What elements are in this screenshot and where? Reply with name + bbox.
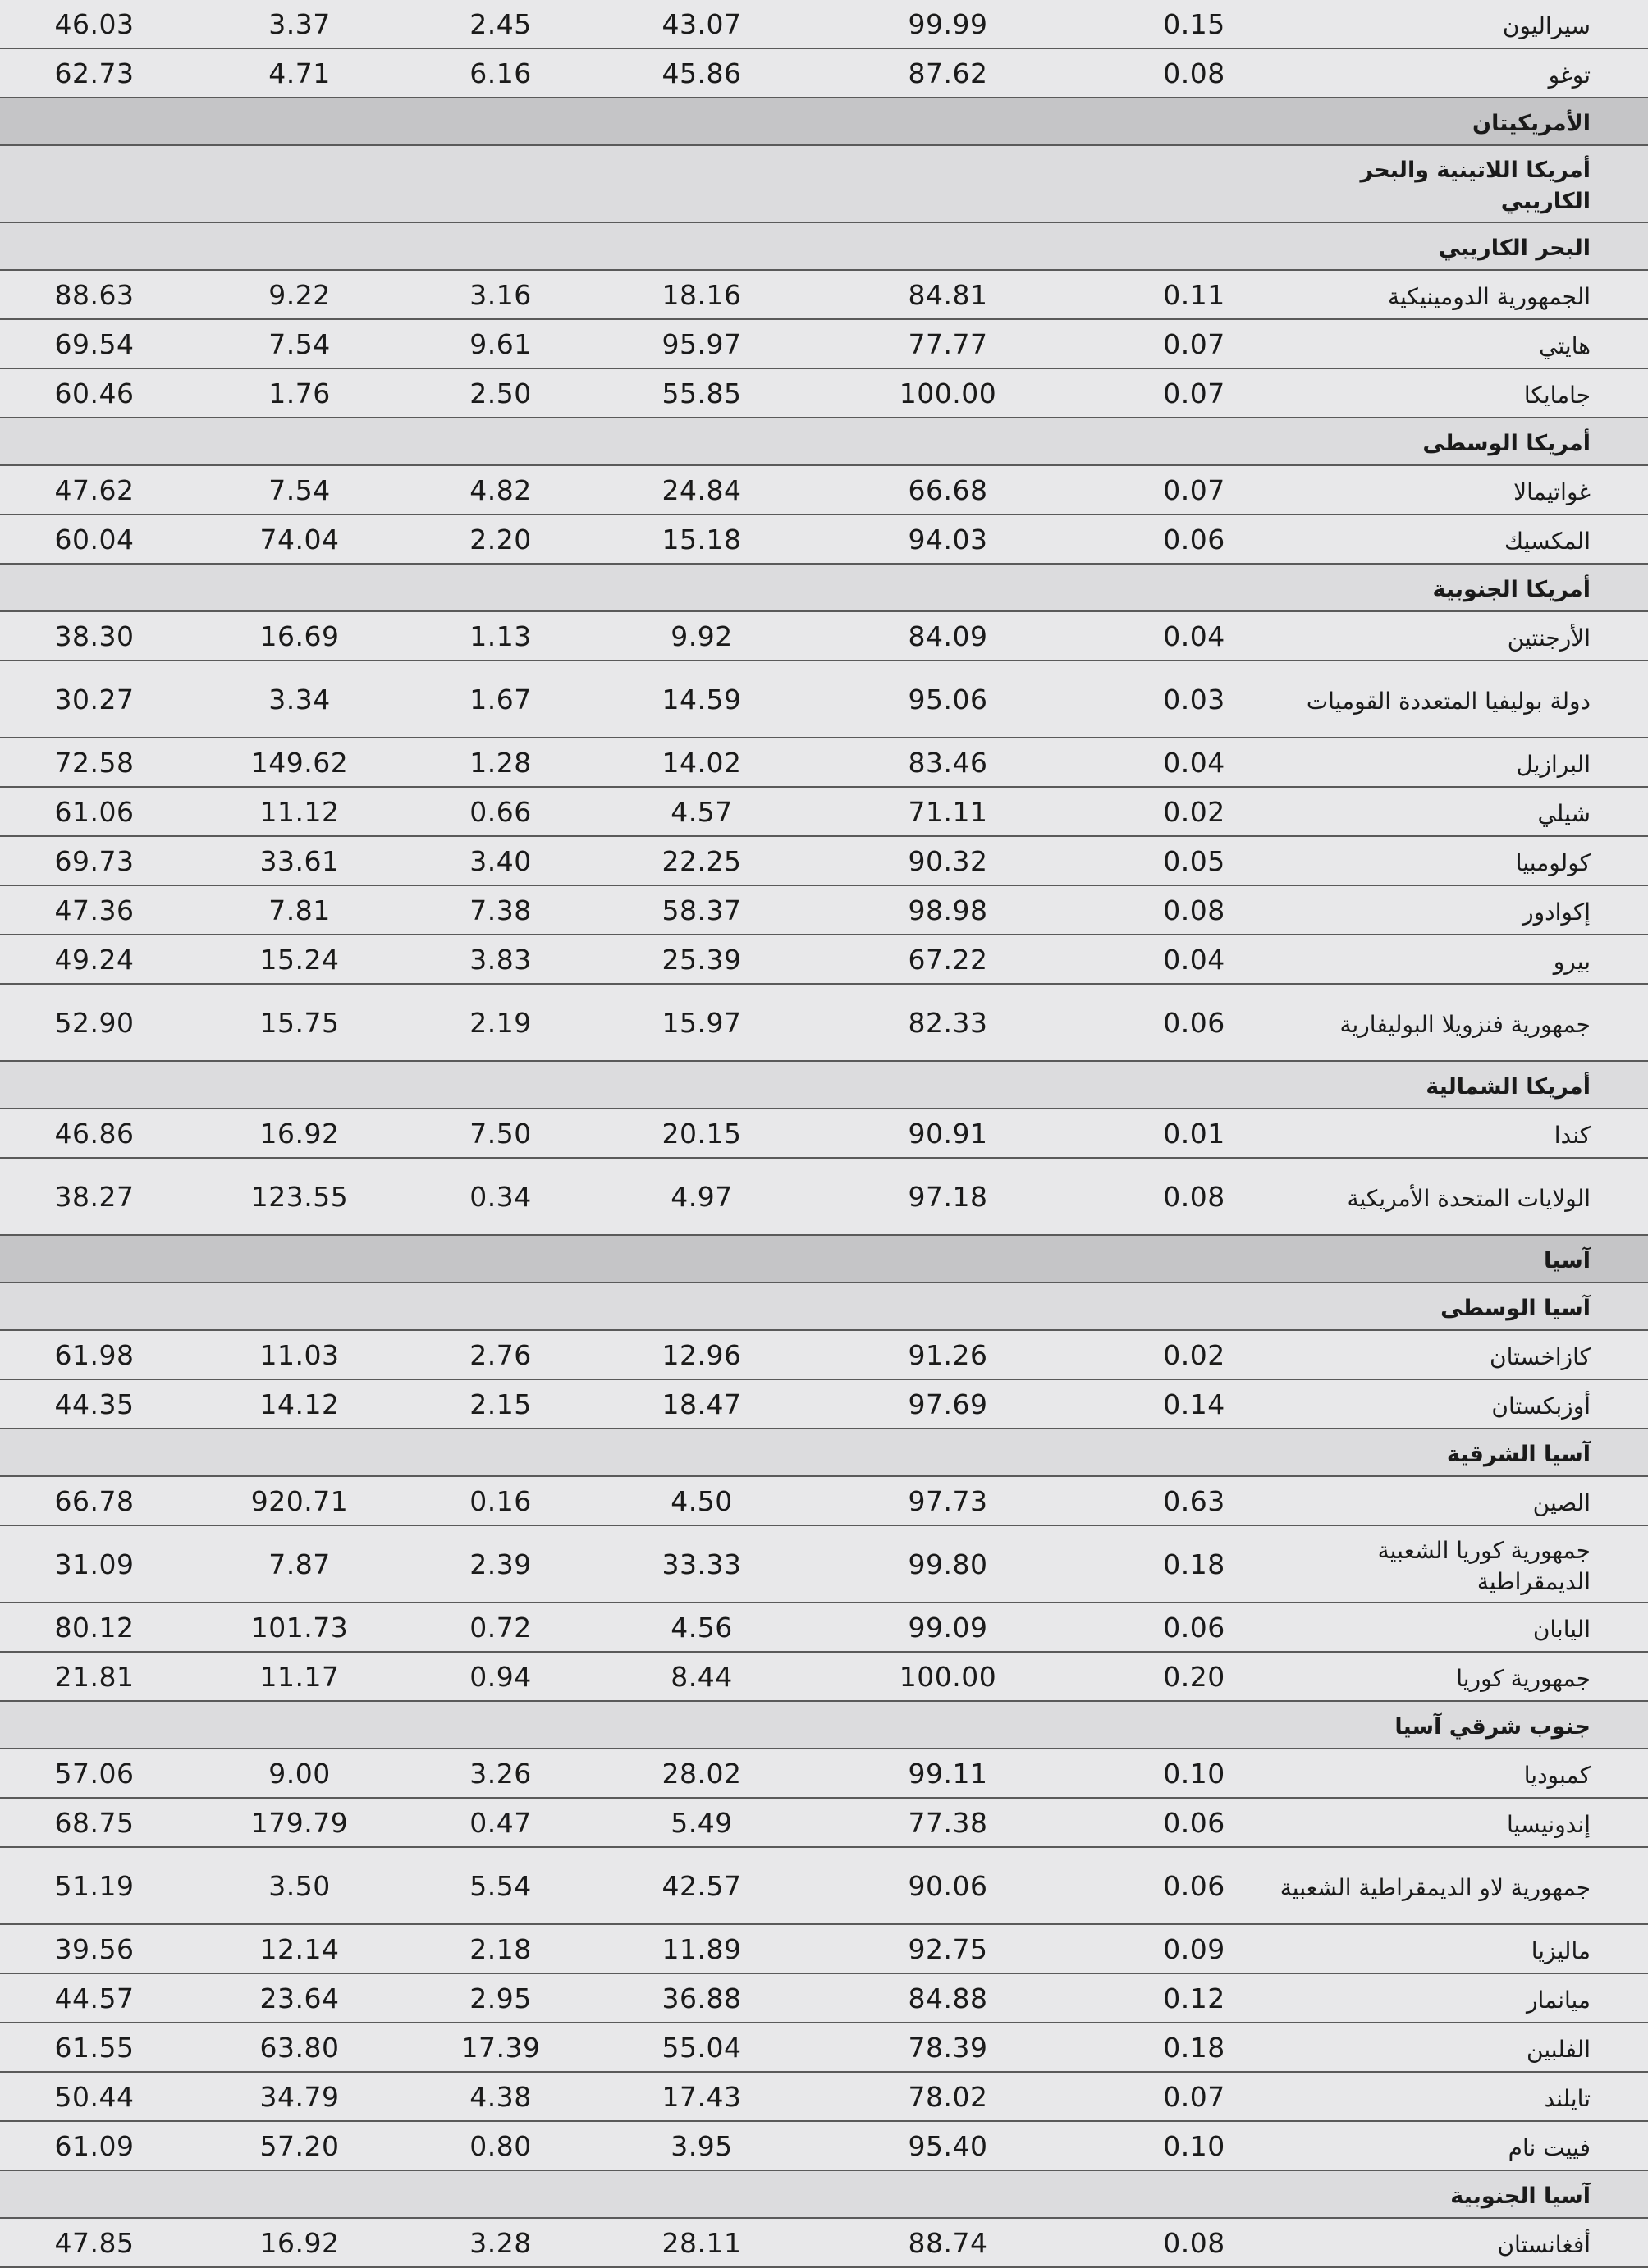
value-cell-col1: 0.63 <box>1163 1484 1225 1517</box>
value-cell-col4: 5.54 <box>469 1869 532 1902</box>
value-cell-col4: 3.16 <box>469 278 532 311</box>
country-name: ماليزيا <box>1531 1937 1591 1964</box>
value-cell-col6: 60.46 <box>54 377 135 409</box>
value-cell-col2: 78.02 <box>908 2080 988 2113</box>
value-cell-col1: 0.08 <box>1163 1180 1225 1213</box>
value-cell-col2: 99.80 <box>908 1548 988 1580</box>
value-cell-col3: 18.16 <box>661 278 742 311</box>
value-cell-col4: 0.72 <box>469 1611 532 1644</box>
value-cell-col6: 72.58 <box>54 746 135 779</box>
value-cell-col2: 84.81 <box>908 278 988 311</box>
value-cell-col6: 80.12 <box>54 1611 135 1644</box>
country-name: إكوادور <box>1522 899 1591 926</box>
country-name: جمهورية لاو الديمقراطية الشعبية <box>1279 1874 1591 1901</box>
table-row <box>0 1526 1648 1603</box>
table-row <box>0 515 1648 565</box>
value-cell-col1: 0.07 <box>1163 377 1225 409</box>
value-cell-col6: 61.06 <box>54 795 135 828</box>
value-cell-col1: 0.07 <box>1163 327 1225 360</box>
value-cell-col2: 83.46 <box>908 746 988 779</box>
table-row <box>0 985 1648 1062</box>
value-cell-col3: 22.25 <box>661 844 742 877</box>
value-cell-col1: 0.08 <box>1163 894 1225 926</box>
value-cell-col6: 46.03 <box>54 7 135 40</box>
value-cell-col3: 11.89 <box>661 1932 742 1965</box>
value-cell-col6: 21.81 <box>54 1660 135 1693</box>
table-row <box>0 1477 1648 1526</box>
country-name: توغو <box>1548 62 1591 89</box>
value-cell-col2: 84.88 <box>908 1982 988 2014</box>
value-cell-col1: 0.07 <box>1163 2080 1225 2113</box>
value-cell-col4: 0.80 <box>469 2129 532 2162</box>
value-cell-col6: 31.09 <box>54 1548 135 1580</box>
value-cell-col6: 68.75 <box>54 1806 135 1839</box>
country-name: أوزبكستان <box>1491 1392 1591 1420</box>
value-cell-col3: 95.97 <box>661 327 742 360</box>
value-cell-col4: 4.82 <box>469 473 532 506</box>
value-cell-col5: 34.79 <box>259 2080 340 2113</box>
value-cell-col2: 99.09 <box>908 1611 988 1644</box>
value-cell-col5: 9.00 <box>268 1757 331 1790</box>
value-cell-col6: 69.54 <box>54 327 135 360</box>
region-name: الأمريكيتان <box>1472 111 1591 136</box>
country-name: الجمهورية الدومينيكية <box>1388 283 1591 310</box>
table-row <box>0 837 1648 886</box>
value-cell-col4: 3.40 <box>469 844 532 877</box>
value-cell-col1: 0.20 <box>1163 1660 1225 1693</box>
value-cell-col5: 12.14 <box>259 1932 340 1965</box>
region-name: البحر الكاريبي <box>1438 235 1591 261</box>
country-name: اليابان <box>1532 1616 1591 1643</box>
value-cell-col3: 12.96 <box>661 1338 742 1371</box>
value-cell-col3: 42.57 <box>661 1869 742 1902</box>
continent-header-row <box>0 98 1648 146</box>
country-name: بيرو <box>1553 948 1591 975</box>
value-cell-col1: 0.05 <box>1163 844 1225 877</box>
value-cell-col2: 94.03 <box>908 523 988 556</box>
value-cell-col4: 0.66 <box>469 795 532 828</box>
value-cell-col3: 15.97 <box>661 1006 742 1039</box>
country-name: سيراليون <box>1502 12 1591 39</box>
table-row <box>0 1331 1648 1380</box>
value-cell-col4: 2.50 <box>469 377 532 409</box>
value-cell-col5: 11.03 <box>259 1338 340 1371</box>
value-cell-col5: 11.17 <box>259 1660 340 1693</box>
value-cell-col4: 2.95 <box>469 1982 532 2014</box>
value-cell-col2: 100.00 <box>899 377 997 409</box>
table-row <box>0 612 1648 661</box>
table-row <box>0 369 1648 418</box>
value-cell-col6: 69.73 <box>54 844 135 877</box>
value-cell-col4: 2.18 <box>469 1932 532 1965</box>
region-name: أمريكا الجنوبية <box>1432 577 1591 602</box>
value-cell-col2: 77.38 <box>908 1806 988 1839</box>
value-cell-col5: 23.64 <box>259 1982 340 2014</box>
value-cell-col4: 2.19 <box>469 1006 532 1039</box>
value-cell-col6: 38.27 <box>54 1180 135 1213</box>
value-cell-col3: 8.44 <box>671 1660 733 1693</box>
table-row <box>0 935 1648 985</box>
value-cell-col1: 0.06 <box>1163 1611 1225 1644</box>
value-cell-col1: 0.18 <box>1163 2031 1225 2064</box>
country-name: الأرجنتين <box>1507 624 1591 652</box>
value-cell-col3: 4.57 <box>671 795 733 828</box>
value-cell-col6: 44.57 <box>54 1982 135 2014</box>
value-cell-col5: 101.73 <box>250 1611 349 1644</box>
value-cell-col4: 9.61 <box>469 327 532 360</box>
value-cell-col5: 57.20 <box>259 2129 340 2162</box>
table-row <box>0 466 1648 515</box>
table-row <box>0 2122 1648 2171</box>
value-cell-col5: 3.37 <box>268 7 331 40</box>
value-cell-col2: 100.00 <box>899 1660 997 1693</box>
value-cell-col6: 47.36 <box>54 894 135 926</box>
value-cell-col1: 0.10 <box>1163 2129 1225 2162</box>
value-cell-col1: 0.06 <box>1163 523 1225 556</box>
value-cell-col4: 2.76 <box>469 1338 532 1371</box>
table-row <box>0 1848 1648 1925</box>
region-header-row <box>0 2171 1648 2219</box>
value-cell-col2: 87.62 <box>908 57 988 89</box>
value-cell-col4: 1.13 <box>469 620 532 652</box>
value-cell-col1: 0.18 <box>1163 1548 1225 1580</box>
value-cell-col1: 0.08 <box>1163 57 1225 89</box>
value-cell-col2: 82.33 <box>908 1006 988 1039</box>
value-cell-col1: 0.06 <box>1163 1006 1225 1039</box>
value-cell-col1: 0.06 <box>1163 1806 1225 1839</box>
table-row <box>0 1109 1648 1159</box>
value-cell-col3: 25.39 <box>661 943 742 976</box>
value-cell-col2: 90.91 <box>908 1117 988 1150</box>
value-cell-col3: 45.86 <box>661 57 742 89</box>
value-cell-col5: 15.24 <box>259 943 340 976</box>
value-cell-col5: 7.87 <box>268 1548 331 1580</box>
country-name: جمهورية كوريا <box>1456 1665 1591 1692</box>
value-cell-col3: 3.95 <box>671 2129 733 2162</box>
value-cell-col6: 88.63 <box>54 278 135 311</box>
value-cell-col3: 14.02 <box>661 746 742 779</box>
table-row <box>0 788 1648 837</box>
value-cell-col4: 17.39 <box>460 2031 541 2064</box>
value-cell-col2: 95.06 <box>908 683 988 716</box>
value-cell-col4: 1.28 <box>469 746 532 779</box>
value-cell-col1: 0.04 <box>1163 746 1225 779</box>
country-name: جامايكا <box>1523 382 1591 409</box>
value-cell-col6: 38.30 <box>54 620 135 652</box>
value-cell-col3: 5.49 <box>671 1806 733 1839</box>
region-name: آسيا <box>1544 1248 1591 1273</box>
value-cell-col4: 2.15 <box>469 1388 532 1420</box>
value-cell-col3: 4.56 <box>671 1611 733 1644</box>
country-name: دولة بوليفيا المتعددة القوميات <box>1306 688 1591 715</box>
value-cell-col4: 7.50 <box>469 1117 532 1150</box>
value-cell-col6: 30.27 <box>54 683 135 716</box>
region-name: جنوب شرقي آسيا <box>1394 1714 1591 1740</box>
value-cell-col5: 3.50 <box>268 1869 331 1902</box>
value-cell-col1: 0.15 <box>1163 7 1225 40</box>
value-cell-col6: 61.98 <box>54 1338 135 1371</box>
region-header-row <box>0 418 1648 466</box>
value-cell-col5: 7.54 <box>268 473 331 506</box>
value-cell-col2: 98.98 <box>908 894 988 926</box>
table-row <box>0 2219 1648 2268</box>
value-cell-col2: 90.32 <box>908 844 988 877</box>
table-row <box>0 1603 1648 1653</box>
region-name: آسيا الشرقية <box>1446 1442 1591 1467</box>
country-name: شيلي <box>1537 800 1591 827</box>
value-cell-col2: 78.39 <box>908 2031 988 2064</box>
value-cell-col1: 0.02 <box>1163 795 1225 828</box>
table-row <box>0 49 1648 98</box>
value-cell-col5: 16.92 <box>259 1117 340 1150</box>
value-cell-col1: 0.10 <box>1163 1757 1225 1790</box>
value-cell-col2: 97.18 <box>908 1180 988 1213</box>
value-cell-col4: 6.16 <box>469 57 532 89</box>
country-name: كولومبيا <box>1515 849 1591 876</box>
table-row <box>0 738 1648 788</box>
region-header-row <box>0 1429 1648 1477</box>
value-cell-col3: 14.59 <box>661 683 742 716</box>
value-cell-col5: 7.81 <box>268 894 331 926</box>
country-name: ميانمار <box>1526 1987 1591 2014</box>
country-name: غواتيمالا <box>1513 478 1591 505</box>
country-name: تايلند <box>1544 2085 1591 2112</box>
value-cell-col2: 84.09 <box>908 620 988 652</box>
value-cell-col4: 3.28 <box>469 2226 532 2259</box>
value-cell-col1: 0.08 <box>1163 2226 1225 2259</box>
value-cell-col1: 0.14 <box>1163 1388 1225 1420</box>
region-name: أمريكا الوسطى <box>1422 431 1591 456</box>
value-cell-col1: 0.04 <box>1163 943 1225 976</box>
country-name: فييت نام <box>1508 2134 1591 2161</box>
value-cell-col6: 61.55 <box>54 2031 135 2064</box>
value-cell-col6: 66.78 <box>54 1484 135 1517</box>
value-cell-col4: 7.38 <box>469 894 532 926</box>
country-name: كندا <box>1554 1122 1591 1149</box>
value-cell-col4: 2.39 <box>469 1548 532 1580</box>
country-name: هايتي <box>1539 332 1591 359</box>
value-cell-col5: 123.55 <box>250 1180 349 1213</box>
value-cell-col1: 0.02 <box>1163 1338 1225 1371</box>
value-cell-col5: 74.04 <box>259 523 340 556</box>
value-cell-col3: 28.11 <box>661 2226 742 2259</box>
value-cell-col3: 4.50 <box>671 1484 733 1517</box>
value-cell-col5: 4.71 <box>268 57 331 89</box>
value-cell-col4: 2.20 <box>469 523 532 556</box>
region-header-row <box>0 565 1648 612</box>
country-name: كازاخستان <box>1490 1343 1591 1370</box>
value-cell-col3: 33.33 <box>661 1548 742 1580</box>
value-cell-col5: 14.12 <box>259 1388 340 1420</box>
value-cell-col3: 43.07 <box>661 7 742 40</box>
table-row <box>0 271 1648 320</box>
value-cell-col6: 60.04 <box>54 523 135 556</box>
value-cell-col1: 0.01 <box>1163 1117 1225 1150</box>
value-cell-col5: 63.80 <box>259 2031 340 2064</box>
region-name: أمريكا اللاتينية والبحر الكاريبي <box>1360 158 1591 214</box>
value-cell-col2: 88.74 <box>908 2226 988 2259</box>
value-cell-col6: 62.73 <box>54 57 135 89</box>
value-cell-col5: 16.69 <box>259 620 340 652</box>
country-name: الولايات المتحدة الأمريكية <box>1347 1185 1591 1212</box>
value-cell-col5: 16.92 <box>259 2226 340 2259</box>
value-cell-col1: 0.06 <box>1163 1869 1225 1902</box>
table-row <box>0 0 1648 49</box>
table-row <box>0 1749 1648 1799</box>
value-cell-col1: 0.09 <box>1163 1932 1225 1965</box>
country-name: المكسيك <box>1504 528 1591 555</box>
value-cell-col5: 149.62 <box>250 746 349 779</box>
value-cell-col3: 55.04 <box>661 2031 742 2064</box>
value-cell-col3: 20.15 <box>661 1117 742 1150</box>
value-cell-col2: 66.68 <box>908 473 988 506</box>
country-name: جمهورية فنزويلا البوليفارية <box>1339 1011 1591 1038</box>
value-cell-col4: 2.45 <box>469 7 532 40</box>
value-cell-col6: 61.09 <box>54 2129 135 2162</box>
value-cell-col1: 0.12 <box>1163 1982 1225 2014</box>
value-cell-col4: 1.67 <box>469 683 532 716</box>
value-cell-col6: 44.35 <box>54 1388 135 1420</box>
value-cell-col3: 28.02 <box>661 1757 742 1790</box>
value-cell-col1: 0.11 <box>1163 278 1225 311</box>
region-header-row <box>0 1283 1648 1331</box>
value-cell-col6: 50.44 <box>54 2080 135 2113</box>
value-cell-col6: 47.62 <box>54 473 135 506</box>
table-row <box>0 661 1648 738</box>
region-header-row <box>0 1702 1648 1749</box>
value-cell-col3: 36.88 <box>661 1982 742 2014</box>
value-cell-col5: 9.22 <box>268 278 331 311</box>
country-name: أفغانستان <box>1497 2231 1591 2258</box>
value-cell-col2: 67.22 <box>908 943 988 976</box>
value-cell-col3: 4.97 <box>671 1180 733 1213</box>
value-cell-col6: 49.24 <box>54 943 135 976</box>
table-row <box>0 320 1648 369</box>
region-header-row <box>0 1062 1648 1109</box>
value-cell-col2: 91.26 <box>908 1338 988 1371</box>
value-cell-col3: 17.43 <box>661 2080 742 2113</box>
table-row <box>0 1159 1648 1236</box>
value-cell-col3: 58.37 <box>661 894 742 926</box>
value-cell-col5: 179.79 <box>250 1806 349 1839</box>
country-name: جمهورية كوريا الشعبية الديمقراطية <box>1377 1537 1591 1595</box>
value-cell-col5: 11.12 <box>259 795 340 828</box>
region-name: آسيا الجنوبية <box>1450 2183 1591 2209</box>
value-cell-col1: 0.07 <box>1163 473 1225 506</box>
value-cell-col2: 99.11 <box>908 1757 988 1790</box>
value-cell-col5: 1.76 <box>268 377 331 409</box>
value-cell-col2: 95.40 <box>908 2129 988 2162</box>
value-cell-col2: 99.99 <box>908 7 988 40</box>
value-cell-col2: 92.75 <box>908 1932 988 1965</box>
value-cell-col2: 77.77 <box>908 327 988 360</box>
value-cell-col1: 0.03 <box>1163 683 1225 716</box>
value-cell-col6: 39.56 <box>54 1932 135 1965</box>
value-cell-col2: 97.73 <box>908 1484 988 1517</box>
value-cell-col4: 0.94 <box>469 1660 532 1693</box>
value-cell-col3: 55.85 <box>661 377 742 409</box>
value-cell-col4: 3.83 <box>469 943 532 976</box>
value-cell-col4: 0.16 <box>469 1484 532 1517</box>
table-row <box>0 2073 1648 2122</box>
country-name: البرازيل <box>1516 751 1591 778</box>
table-row <box>0 1380 1648 1429</box>
value-cell-col5: 3.34 <box>268 683 331 716</box>
continent-header-row <box>0 1236 1648 1283</box>
value-cell-col5: 920.71 <box>250 1484 349 1517</box>
value-cell-col6: 47.85 <box>54 2226 135 2259</box>
table-row <box>0 2023 1648 2073</box>
value-cell-col5: 7.54 <box>268 327 331 360</box>
region-header-row <box>0 146 1648 223</box>
table-row <box>0 1653 1648 1702</box>
value-cell-col6: 46.86 <box>54 1117 135 1150</box>
value-cell-col3: 9.92 <box>671 620 733 652</box>
value-cell-col2: 97.69 <box>908 1388 988 1420</box>
value-cell-col1: 0.04 <box>1163 620 1225 652</box>
country-name: كمبوديا <box>1523 1762 1591 1789</box>
region-name: أمريكا الشمالية <box>1426 1074 1591 1100</box>
value-cell-col6: 52.90 <box>54 1006 135 1039</box>
value-cell-col3: 24.84 <box>661 473 742 506</box>
value-cell-col6: 57.06 <box>54 1757 135 1790</box>
region-header-row <box>0 223 1648 271</box>
value-cell-col5: 33.61 <box>259 844 340 877</box>
country-name: الفلبين <box>1527 2036 1591 2063</box>
table-row <box>0 1799 1648 1848</box>
table-row <box>0 1925 1648 1974</box>
table-row <box>0 1974 1648 2023</box>
value-cell-col4: 0.47 <box>469 1806 532 1839</box>
value-cell-col4: 3.26 <box>469 1757 532 1790</box>
value-cell-col4: 4.38 <box>469 2080 532 2113</box>
value-cell-col3: 15.18 <box>661 523 742 556</box>
value-cell-col6: 51.19 <box>54 1869 135 1902</box>
table-row <box>0 886 1648 935</box>
value-cell-col2: 90.06 <box>908 1869 988 1902</box>
value-cell-col5: 15.75 <box>259 1006 340 1039</box>
value-cell-col2: 71.11 <box>908 795 988 828</box>
value-cell-col4: 0.34 <box>469 1180 532 1213</box>
country-name: الصين <box>1532 1489 1591 1516</box>
region-name: آسيا الوسطى <box>1440 1296 1591 1321</box>
country-name: إندونيسيا <box>1507 1811 1591 1838</box>
value-cell-col3: 18.47 <box>661 1388 742 1420</box>
